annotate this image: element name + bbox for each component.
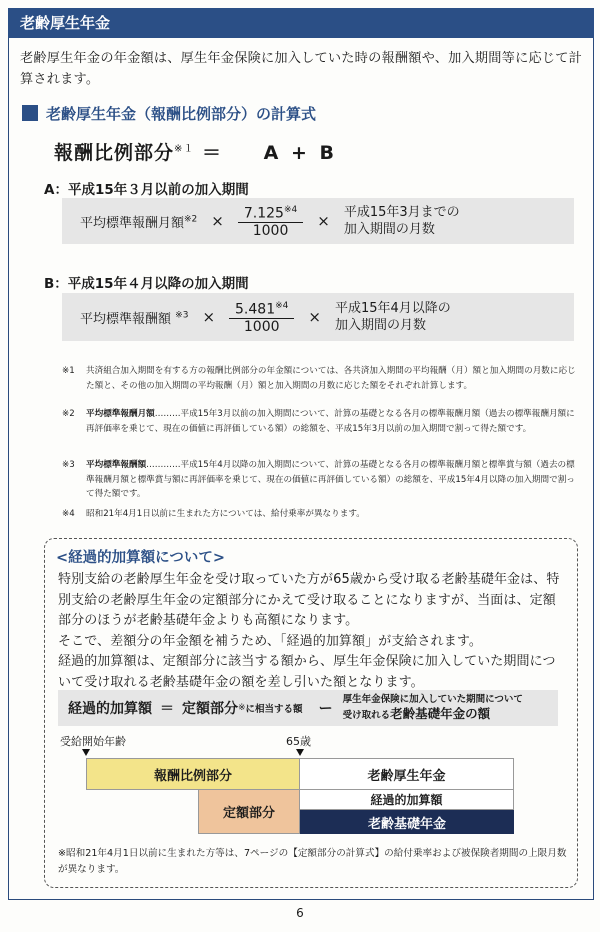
case-a-label: A：平成15年３月以前の加入期間 [44,182,249,198]
case-b-fraction [229,298,294,337]
case-b-term-text: 平均標準報酬額 [80,311,172,327]
keika-formula-small: に相当する額 [245,704,303,715]
keika-formula-right [343,693,523,723]
case-a-numerator-value: 7.125 [243,205,284,222]
formula-note-mark: ※１ [174,143,195,155]
segment-houshu-hirei: 報酬比例部分 [86,758,300,790]
case-a-fraction [238,202,303,241]
formula-label: 報酬比例部分 [54,142,175,164]
note-term: 平均標準報酬月額 [86,409,155,419]
keika-formula-right-2a: 受け取れる [342,710,391,721]
note-mark: ※3 [62,460,75,470]
note-body: …………平成15年4月以降の加入期間について、計算の基礎となる各月の標準報酬月額と標準賞与額（過去の標準報酬月額と標準賞与額に再評価率を乗じて、現在の価値に再評価している額）の総額を、平成15年4月以降の加入期間で割って得た額です。 [86,460,575,499]
keika-formula-mark: ※ [238,703,246,713]
note-body: ………平成15年3月以前の加入期間について、計算の基礎となる各月の標準報酬月額（過去の標準報酬月額に再評価率を乗じて、現在の価値に再評価している額）の総額を、平成15年3月以前の加入期間で割って得た額です。 [86,409,575,434]
segment-rourei-kiso: 老齢基礎年金 [300,810,514,834]
case-a-term-text: 平均標準報酬月額 [80,215,185,231]
note-text: 共済組合加入期間を有する方の報酬比例部分の年金額については、各共済加入期間の平均報酬（月）額と加入期間の月数に応じた額と、その他の加入期間の平均報酬（月）額と加入期間の月数に応じた額をそれぞれ計算します。 [86,366,576,391]
case-b-times: × [202,308,216,326]
keika-para-2: そこで、差額分の年金額を補うため、「経過的加算額」が支給されます。 [58,634,482,649]
keika-footnote: ※昭和21年4月1日以前に生まれた方等は、7ページの【定額部分の計算式】の給付乗率および被保険者期間の上限月数が異なります。 [58,848,567,875]
segment-keika-kasan: 経過的加算額 [300,790,514,810]
case-a-times-2: × [317,212,330,230]
case-b-period-line2: 加入期間の月数 [334,318,426,333]
case-a-times: × [211,212,224,230]
keika-para-3: 経過的加算額は、定額部分に該当する額から、厚生年金保険に加入していた期間について受け取れる老齢基礎年金の額を差し引いた額となります。 [58,654,556,690]
keika-formula-right-line1: 厚生年金保険に加入していた期間について [342,694,523,705]
main-formula [54,138,337,165]
case-a-period-line2: 加入期間の月数 [343,222,435,237]
case-b-formula-box [62,293,574,341]
case-b-numerator-value: 5.481 [235,301,276,318]
case-a-numerator-mark: ※4 [283,204,298,215]
case-a-period [344,204,460,238]
timeline-start-label: 受給開始年齢 [60,735,126,748]
keika-formula-minus: ー [318,701,333,717]
note-2 [62,407,580,436]
formula-expression: A + B [263,142,338,164]
square-bullet-icon [22,105,38,121]
case-b-times-2: × [308,308,321,326]
case-b-period [335,300,451,334]
page-title: 老齢厚生年金 [8,8,594,38]
intro-text: 老齢厚生年金の年金額は、厚生年金保険に加入していた時の報酬額や、加入期間等に応じて計算されます。 [20,51,583,87]
timeline-65-marker-icon [296,749,304,756]
note-mark: ※4 [62,509,75,519]
case-a-term-mark: ※2 [184,214,198,225]
note-3 [62,458,580,502]
page-number: 6 [296,906,304,920]
keika-para-1: 特別支給の老齢厚生年金を受け取っていた方が65歳から受け取る老齢基礎年金は、特別支給の老齢厚生年金の定額部分にかえて受け取ることになりますが、当面は、定額部分のほうが老齢基礎年金よりも高額になります。 [58,572,560,628]
section-heading-text: 老齢厚生年金（報酬比例部分）の計算式 [46,104,317,123]
note-4 [62,507,580,522]
note-mark: ※2 [62,409,75,419]
keika-formula-right-2b: 老齢基礎年金の額 [390,706,491,721]
formula-equals: ＝ [202,142,223,164]
case-b-denominator: 1000 [243,319,280,336]
keika-title: <経過的加算額について> [56,550,226,566]
keika-formula-teigaku: 定額部分 [182,701,238,717]
case-b-label: B：平成15年４月以降の加入期間 [44,276,249,292]
keika-formula-left: 経過的加算額 [68,701,152,717]
note-text [86,407,580,436]
case-a-term [80,212,197,231]
segment-teigaku: 定額部分 [198,790,300,834]
section-heading [22,103,316,123]
keika-formula-bar [58,690,558,726]
case-b-numerator-mark: ※4 [275,300,289,311]
keika-formula-eq: ＝ [160,701,174,717]
case-a-period-line1: 平成15年3月までの [343,205,460,220]
note-text [86,458,580,502]
case-a-denominator: 1000 [252,223,289,240]
case-a-formula-box [62,198,574,244]
timeline-65-label: 65歳 [286,735,311,748]
note-mark: ※1 [62,366,75,376]
case-a-numerator [238,202,303,224]
note-term: 平均標準報酬額 [86,460,147,470]
case-b-term [80,308,188,327]
keika-formula-right-line2 [343,707,523,723]
note-1 [62,364,580,393]
timeline-start-marker-icon [82,749,90,756]
case-b-period-line1: 平成15年4月以降の [334,301,451,316]
case-b-term-mark: ※3 [175,310,189,321]
case-b-numerator [229,298,294,320]
segment-rourei-kousei: 老齢厚生年金 [300,758,514,790]
note-text: 昭和21年4月1日以前に生まれた方については、給付乗率が異なります。 [86,509,365,519]
